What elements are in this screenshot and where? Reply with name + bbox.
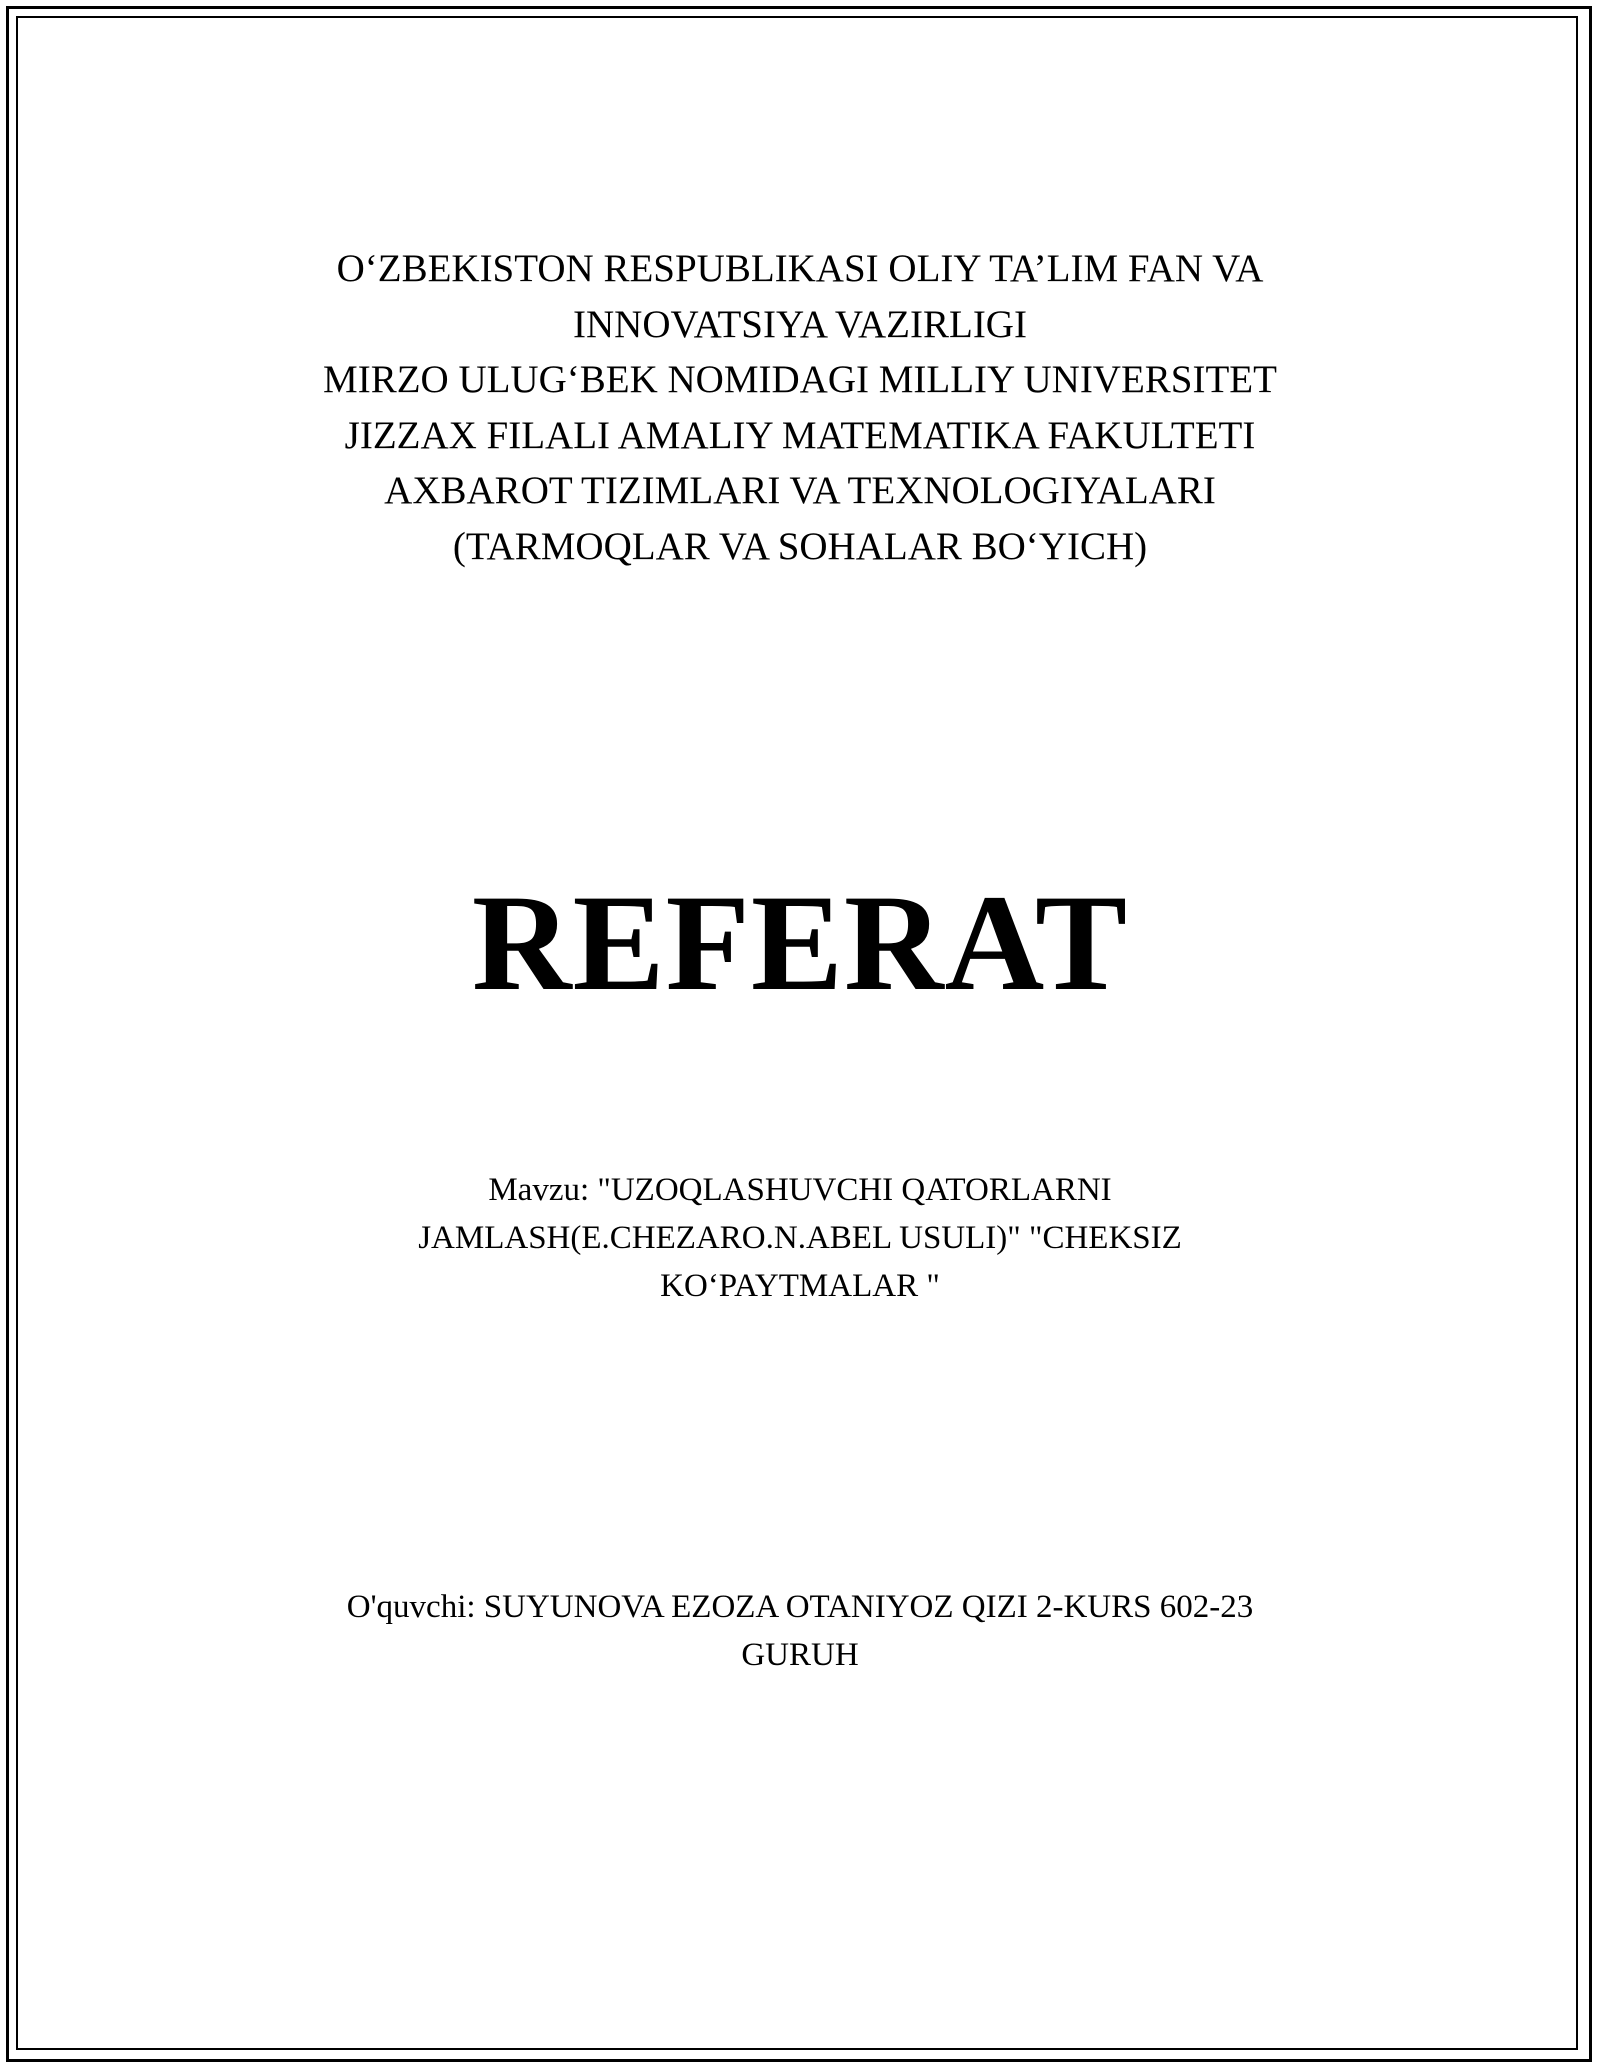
document-title: REFERAT: [471, 866, 1129, 1019]
topic-line: JAMLASH(E.CHEZARO.N.ABEL USULI)" "CHEKSIZ: [418, 1220, 1182, 1256]
topic-line: KO‘PAYTMALAR ": [660, 1268, 940, 1304]
header-line: MIRZO ULUG‘BEK NOMIDAGI MILLIY UNIVERSITET: [323, 358, 1277, 401]
header-line: O‘ZBEKISTON RESPUBLIKASI OLIY TA’LIM FAN VA: [336, 247, 1264, 290]
header-line: (TARMOQLAR VA SOHALAR BO‘YICH): [452, 524, 1148, 568]
student-line: GURUH: [741, 1637, 859, 1673]
student-section: [0, 1583, 1600, 1679]
header-line: INNOVATSIYA VAZIRLIGI: [573, 302, 1027, 346]
institution-header: [0, 241, 1600, 574]
topic-section: [0, 1166, 1600, 1310]
topic-line: Mavzu: "UZOQLASHUVCHI QATORLARNI: [488, 1172, 1112, 1208]
header-line: JIZZAX FILALI AMALIY MATEMATIKA FAKULTETI: [344, 413, 1256, 457]
header-line: AXBAROT TIZIMLARI VA TEXNOLOGIYALARI: [384, 469, 1216, 512]
student-line: O'quvchi: SUYUNOVA EZOZA OTANIYOZ QIZI 2-KURS 602-23: [346, 1589, 1254, 1625]
